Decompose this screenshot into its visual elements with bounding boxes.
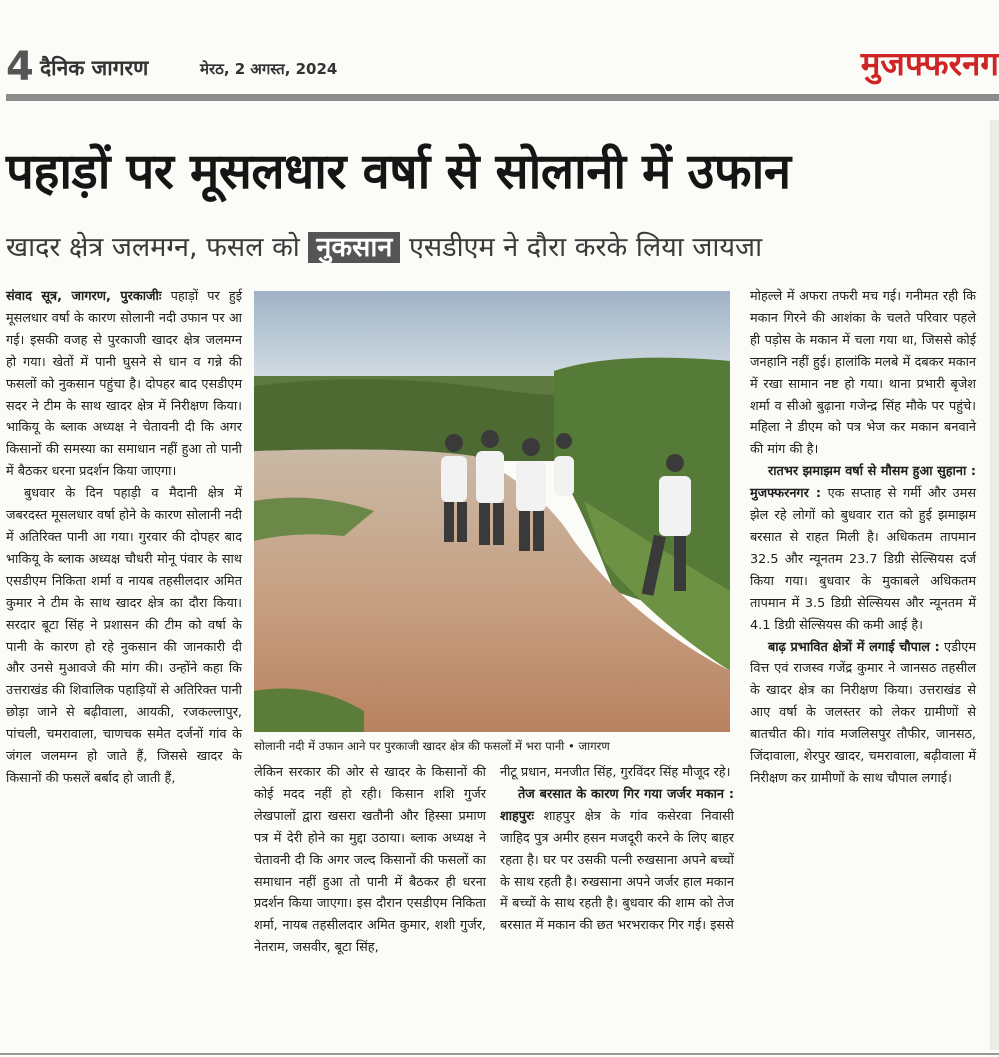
article-column-3 (500, 762, 734, 937)
news-photo (254, 291, 730, 732)
headline: पहाड़ों पर मूसलधार वर्षा से सोलानी में उफान (6, 143, 791, 200)
bottom-rule (0, 1053, 999, 1055)
newspaper-name: दैनिक जागरण (40, 56, 149, 80)
masthead-rule (6, 94, 999, 101)
subhead-part1: खादर क्षेत्र जलमग्न, फसल को (6, 232, 300, 263)
byline: संवाद सूत्र, जागरण, पुरकाजीः (6, 289, 162, 304)
masthead (0, 40, 999, 100)
subhead-part2: एसडीएम ने दौरा करके लिया जायजा (408, 232, 763, 263)
page-number: 4 (6, 44, 34, 90)
photo-caption: सोलानी नदी में उफान आने पर पुरकाजी खादर क्षेत्र की फसलों में भरा पानी • जागरण (254, 739, 610, 753)
col1-paragraph-1: पहाड़ों पर हुई मूसलधार वर्षा के कारण सोलानी नदी उफान पर आ गई। इसकी वजह से पुरकाजी खादर क्षेत्र जलमग्न हो गया। खेतों में पानी घुसने से धान व गन्ने की फसलों को नुकसान पहुंचा है। दोपहर बाद एसडीएम सदर ने टीम के साथ खादर क्षेत्र में निरीक्षण किया। भाकियू के ब्लाक अध्यक्ष ने चेतावनी दी कि अगर किसानों की समस्या का समाधान नहीं हुआ तो पानी में बैठकर धरना प्रदर्शन किया जाएगा। (6, 289, 242, 480)
col4-paragraph-3: एडीएम वित्त एवं राजस्व गजेंद्र कुमार ने जानसठ तहसील के खादर क्षेत्र का निरीक्षण किया। उत्तराखंड से आए वर्षा के जलस्तर को लेकर ग्रामीणों से बातचीत की। गांव मजलिसपुर तौफीर, जानसठ, जिंदावाला, शेरपुर खादर, चमरावाला, बढ़ीवाला में निरीक्षण कर ग्रामीणों के साथ चौपाल लगाई। (750, 639, 976, 786)
col4-lead-3: बाढ़ प्रभावित क्षेत्रों में लगाई चौपाल : (768, 639, 940, 655)
adjacent-page-edge (990, 120, 999, 1050)
city-edition: मुजफ्फरनग (860, 44, 999, 83)
col4-paragraph-1: मोहल्ले में अफरा तफरी मच गई। गनीमत रही कि मकान गिरने की आशंका के चलते परिवार पहले ही पड़ोस के मकान में चला गया था, जिससे कोई जनहानि नहीं हुई। हालांकि मलबे में दबकर मकान में रखा सामान नष्ट हो गया। थाना प्रभारी बृजेश शर्मा व सीओ बुढ़ाना गजेन्द्र सिंह मौके पर पहुंचे। महिला ने डीएम को पत्र भेज कर मकान बनवाने की मांग की है। (750, 289, 976, 458)
col4-paragraph-2: एक सप्ताह से गर्मी और उमस झेल रहे लोगों को बुधवार रात को हुई झमाझम बरसात से राहत मिली है। अधिकतम तापमान 32.5 और न्यूनतम 23.7 डिग्री सेल्सियस दर्ज किया गया। बुधवार के मुकाबले अधिकतम तापमान में 3.5 डिग्री सेल्सियस और न्यूनतम में 4.1 डिग्री सेल्सियस की कमी आई है। (750, 486, 976, 633)
article-column-4 (750, 286, 976, 790)
col2-paragraph: लेकिन सरकार की ओर से खादर के किसानों की कोई मदद नहीं हो रही। किसान शशि गुर्जर लेखपालों द्वारा खसरा खतौनी और हिस्सा प्रमाण पत्र में देरी होने का मुद्दा उठाया। ब्लाक अध्यक्ष ने चेतावनी दी कि अगर जल्द किसानों की फसलों का समाधान नहीं हुआ तो पानी में बैठकर ही धरना प्रदर्शन किया जाएगा। इस दौरान एसडीएम निकिता शर्मा, नायब तहसीलदार अमित कुमार, शशी गुर्जर, नेतराम, जसवीर, बूटा सिंह, (254, 765, 486, 956)
col3-lead: तेज बरसात के कारण गिर गया जर्जर मकान : शाहपुरः (500, 786, 734, 824)
col3-paragraph-2: शाहपुर क्षेत्र के गांव कसेरवा निवासी जाहिद पुत्र अमीर हसन मजदूरी करने के लिए बाहर रहता है। घर पर उसकी पत्नी रुखसाना अपने बच्चों के साथ रहती है। रुखसाना अपने जर्जर हाल मकान में बच्चों के साथ रहती है। बुधवार की शाम को तेज बरसात में मकान की छत भरभराकर गिर गई। इससे (500, 808, 734, 934)
col3-paragraph-1: नीटू प्रधान, मनजीत सिंह, गुरविंदर सिंह मौजूद रहे। (500, 765, 731, 780)
col4-lead-2: रातभर झमाझम वर्षा से मौसम हुआ सुहाना : मुजफ्फरनगर : (750, 464, 976, 502)
article-column-2 (254, 762, 486, 959)
subheadline (6, 228, 996, 272)
flooded-field-illustration (254, 291, 730, 732)
dateline: मेरठ, 2 अगस्त, 2024 (200, 60, 338, 78)
col1-paragraph-2: बुधवार के दिन पहाड़ी व मैदानी क्षेत्र में जबरदस्त मूसलधार वर्षा होने के कारण सोलानी नदी में अतिरिक्त पानी आ गया। गुरवार की दोपहर बाद भाकियू के ब्लाक अध्यक्ष चौधरी मोनू पंवार के साथ एसडीएम निकिता शर्मा व नायब तहसीलदार अमित कुमार ने टीम के साथ खादर क्षेत्र का दौरा किया। सरदार बूटा सिंह ने प्रशासन की टीम को वर्षा के पानी के कारण हो रहे नुकसान की जानकारी दी और उनसे मुआवजे की मांग की। उन्होंने कहा कि उत्तराखंड की शिवालिक पहाड़ियों से अतिरिक्त पानी छोड़ा जाने से बढ़ीवाला, आयकी, रजकल्लापुर, पांचली, चमरावाला, चाणचक समेत दर्जनों गांव के जंगल जलमग्न हो जाते हैं, जिससे खादर के किसानों की फसलें बर्बाद हो जाती हैं, (6, 486, 242, 786)
article-column-1 (6, 286, 242, 790)
subhead-badge: नुकसान (308, 232, 400, 263)
